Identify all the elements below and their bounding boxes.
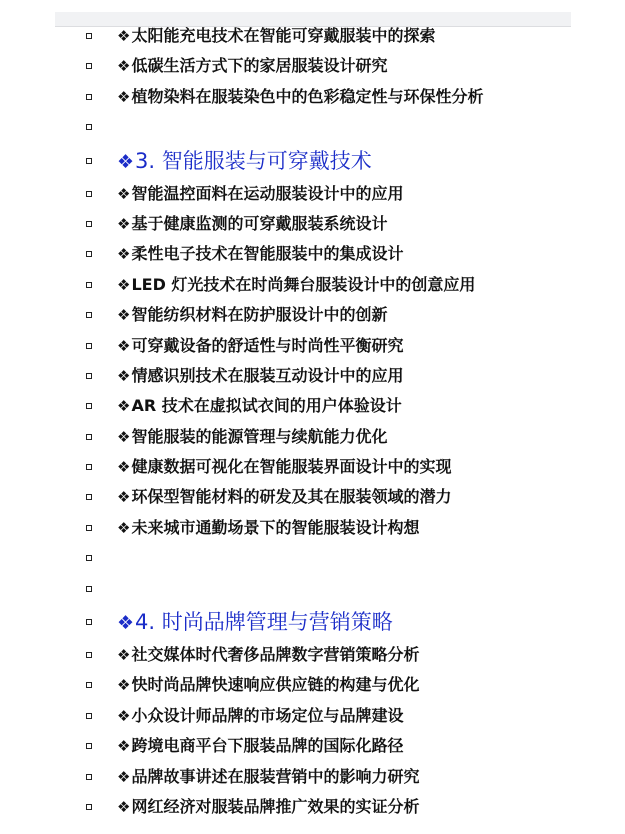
list-item <box>0 763 625 793</box>
diamond-bullet-icon: ❖ <box>117 646 131 665</box>
section-heading <box>0 605 625 641</box>
item-label: 太阳能充电技术在智能可穿戴服装中的探索 <box>131 26 436 45</box>
list-item <box>0 332 625 362</box>
square-bullet-icon <box>86 124 92 130</box>
item-label: 柔性电子技术在智能服装中的集成设计 <box>131 244 404 264</box>
square-bullet-icon <box>86 158 92 164</box>
item-text <box>117 734 403 758</box>
diamond-bullet-icon: ❖ <box>117 275 131 294</box>
item-text <box>117 425 387 449</box>
item-label: 社交媒体时代奢侈品牌数字营销策略分析 <box>131 645 420 665</box>
section-heading <box>0 144 625 180</box>
square-bullet-icon <box>86 652 92 658</box>
list-item <box>0 514 625 544</box>
item-text <box>117 673 419 697</box>
list-item <box>0 210 625 240</box>
square-bullet-icon <box>86 804 92 810</box>
item-label: 基于健康监测的可穿戴服装系统设计 <box>131 213 388 233</box>
diamond-bullet-icon: ❖ <box>117 488 131 507</box>
list-item <box>0 453 625 483</box>
item-label: 智能服装的能源管理与续航能力优化 <box>131 426 388 446</box>
square-bullet-icon <box>86 494 92 500</box>
item-label: 小众设计师品牌的市场定位与品牌建设 <box>131 705 404 725</box>
diamond-bullet-icon: ❖ <box>117 306 131 325</box>
square-bullet-icon <box>86 403 92 409</box>
item-text <box>117 54 387 78</box>
heading-text <box>117 146 372 177</box>
item-text <box>117 273 475 297</box>
item-label: LED 灯光技术在时尚舞台服装设计中的创意应用 <box>131 274 476 294</box>
square-bullet-icon <box>86 373 92 379</box>
diamond-bullet-icon: ❖ <box>117 57 131 76</box>
topic-list <box>0 22 625 823</box>
square-bullet-icon <box>86 312 92 318</box>
diamond-bullet-icon: ❖ <box>117 458 131 477</box>
item-label: 智能纺织材料在防护服设计中的创新 <box>131 305 388 325</box>
item-label: 低碳生活方式下的家居服装设计研究 <box>131 56 388 76</box>
square-bullet-icon <box>86 774 92 780</box>
square-bullet-icon <box>86 586 92 592</box>
list-item <box>0 301 625 331</box>
empty-list-item <box>0 575 625 605</box>
diamond-bullet-icon: ❖ <box>117 706 131 725</box>
item-text <box>117 364 403 388</box>
list-item <box>0 702 625 732</box>
empty-list-item <box>0 113 625 143</box>
item-text <box>117 334 403 358</box>
item-label: 跨境电商平台下服装品牌的国际化路径 <box>131 736 404 756</box>
item-label: 环保型智能材料的研发及其在服装领域的潜力 <box>131 487 452 507</box>
item-text <box>117 485 451 509</box>
square-bullet-icon <box>86 743 92 749</box>
diamond-bullet-icon: ❖ <box>117 612 135 635</box>
item-text <box>117 795 419 819</box>
list-item <box>0 180 625 210</box>
list-item <box>0 423 625 453</box>
list-item <box>0 641 625 671</box>
square-bullet-icon <box>86 63 92 69</box>
list-item <box>0 671 625 701</box>
item-label: 4. 时尚品牌管理与营销策略 <box>135 610 393 635</box>
empty-list-item <box>0 544 625 574</box>
item-label: 可穿戴设备的舒适性与时尚性平衡研究 <box>131 335 404 355</box>
diamond-bullet-icon: ❖ <box>117 397 131 416</box>
list-item <box>0 271 625 301</box>
item-text <box>117 24 435 48</box>
item-text <box>117 765 419 789</box>
square-bullet-icon <box>86 434 92 440</box>
diamond-bullet-icon: ❖ <box>117 214 131 233</box>
square-bullet-icon <box>86 713 92 719</box>
square-bullet-icon <box>86 251 92 257</box>
item-text <box>117 516 419 540</box>
diamond-bullet-icon: ❖ <box>117 27 131 45</box>
item-label: 智能温控面料在运动服装设计中的应用 <box>131 183 404 203</box>
diamond-bullet-icon: ❖ <box>117 737 131 756</box>
item-label: 情感识别技术在服装互动设计中的应用 <box>131 365 404 385</box>
item-label: 快时尚品牌快速响应供应链的构建与优化 <box>131 675 420 695</box>
list-item <box>0 392 625 422</box>
diamond-bullet-icon: ❖ <box>117 518 131 537</box>
item-label: 未来城市通勤场景下的智能服装设计构想 <box>131 517 420 537</box>
item-text <box>117 704 403 728</box>
item-label: 3. 智能服装与可穿戴技术 <box>135 148 372 173</box>
square-bullet-icon <box>86 221 92 227</box>
square-bullet-icon <box>86 343 92 349</box>
list-item <box>0 240 625 270</box>
item-label: 植物染料在服装染色中的色彩稳定性与环保性分析 <box>131 86 484 106</box>
list-item <box>0 483 625 513</box>
diamond-bullet-icon: ❖ <box>117 767 131 786</box>
item-text <box>117 212 387 236</box>
item-text <box>117 242 403 266</box>
item-label: 健康数据可视化在智能服装界面设计中的实现 <box>131 457 452 477</box>
diamond-bullet-icon: ❖ <box>117 245 131 264</box>
square-bullet-icon <box>86 191 92 197</box>
list-item <box>0 22 625 52</box>
item-text <box>117 303 387 327</box>
square-bullet-icon <box>86 33 92 39</box>
square-bullet-icon <box>86 555 92 561</box>
diamond-bullet-icon: ❖ <box>117 366 131 385</box>
list-item <box>0 52 625 82</box>
diamond-bullet-icon: ❖ <box>117 87 131 106</box>
square-bullet-icon <box>86 525 92 531</box>
square-bullet-icon <box>86 619 92 625</box>
item-label: 网红经济对服装品牌推广效果的实证分析 <box>131 796 420 816</box>
square-bullet-icon <box>86 682 92 688</box>
square-bullet-icon <box>86 94 92 100</box>
diamond-bullet-icon: ❖ <box>117 797 131 816</box>
square-bullet-icon <box>86 282 92 288</box>
item-text <box>117 85 483 109</box>
list-item <box>0 793 625 823</box>
item-text <box>117 394 402 418</box>
item-text <box>117 455 451 479</box>
heading-text <box>117 607 393 638</box>
diamond-bullet-icon: ❖ <box>117 676 131 695</box>
item-label: 品牌故事讲述在服装营销中的影响力研究 <box>131 766 420 786</box>
square-bullet-icon <box>86 464 92 470</box>
item-label: AR 技术在虚拟试衣间的用户体验设计 <box>131 396 402 416</box>
diamond-bullet-icon: ❖ <box>117 184 131 203</box>
list-item <box>0 83 625 113</box>
diamond-bullet-icon: ❖ <box>117 336 131 355</box>
diamond-bullet-icon: ❖ <box>117 150 135 173</box>
list-item <box>0 732 625 762</box>
list-item <box>0 362 625 392</box>
diamond-bullet-icon: ❖ <box>117 427 131 446</box>
item-text <box>117 182 403 206</box>
item-text <box>117 643 419 667</box>
